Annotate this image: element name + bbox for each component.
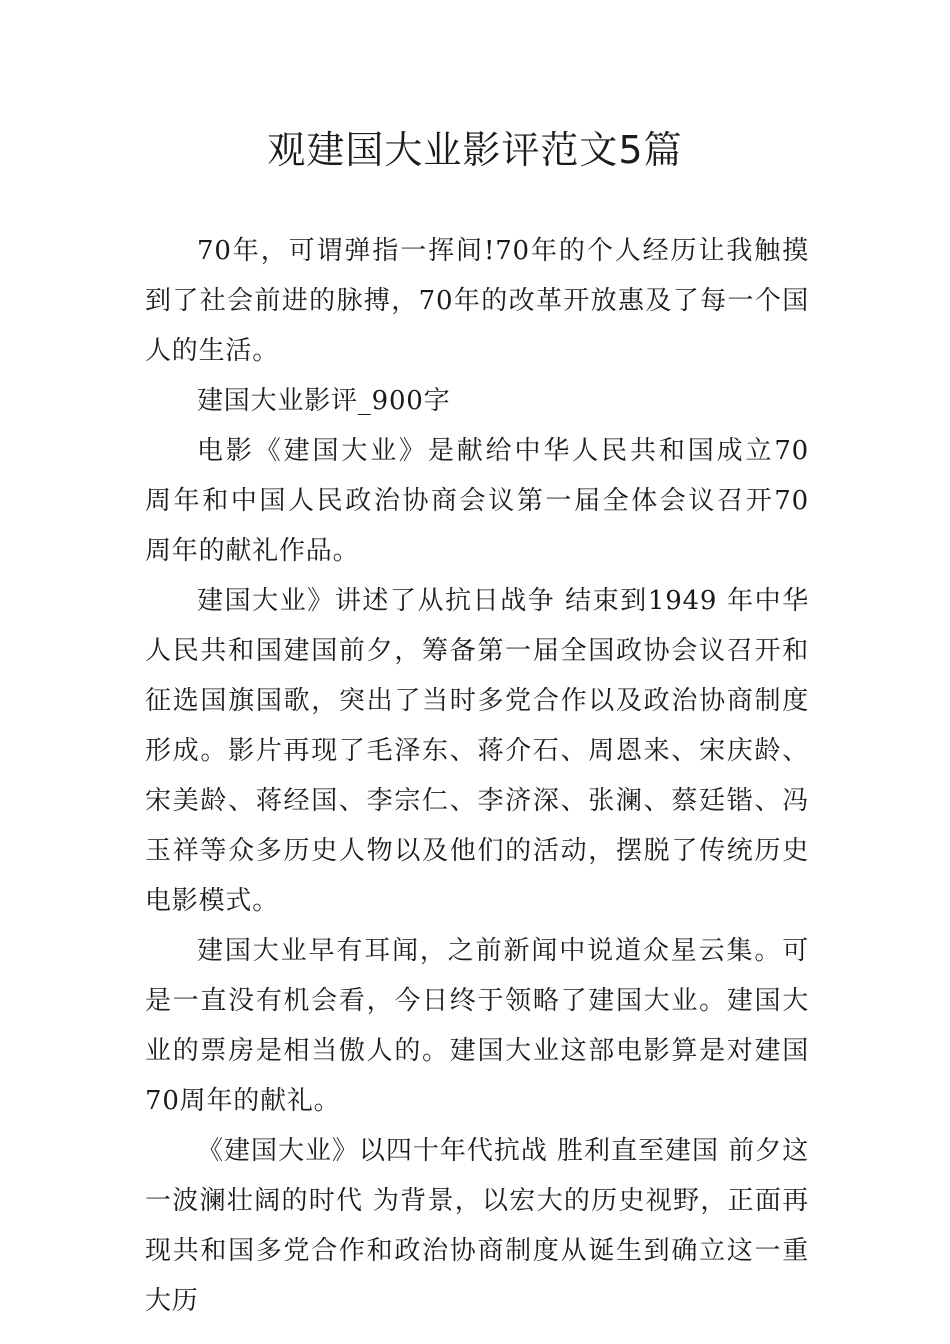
- document-title: 观建国大业影评范文5篇: [267, 128, 683, 172]
- document-body: [145, 226, 836, 1326]
- paragraph-impression: 建国大业早有耳闻，之前新闻中说道众星云集。可是一直没有机会看，今日终于领略了建国大业。建国大业的票房是相当傲人的。建国大业这部电影算是对建国70周年的献礼。: [145, 936, 809, 1116]
- paragraph-film-intro: 电影《建国大业》是献给中华人民共和国成立70 周年和中国人民政治协商会议第一届全体会议召开70 周年的献礼作品。: [145, 436, 836, 566]
- section-heading: 建国大业影评_900字: [197, 386, 451, 416]
- paragraph-film-plot: 建国大业》讲述了从抗日战争 结束到1949 年中华人民共和国建国前夕，筹备第一届全国政协会议召开和征选国旗国歌，突出了当时多党合作以及政治协商制度形成。影片再现了毛泽东、蒋介石、周恩来、宋庆龄、宋美龄、蒋经国、李宗仁、李济深、张澜、蔡廷锴、冯玉祥等众多历史人物以及他们的活动，摆脱了传统历史电影模式。: [145, 586, 809, 916]
- paragraph-background: 《建国大业》以四十年代抗战 胜利直至建国 前夕这一波澜壮阔的时代 为背景，以宏大的历史视野，正面再现共和国多党合作和政治协商制度从诞生到确立这一重大历: [145, 1136, 809, 1316]
- paragraph-intro: 70年，可谓弹指一挥间!70年的个人经历让我触摸到了社会前进的脉搏，70年的改革开放惠及了每一个国人的生活。: [145, 236, 809, 366]
